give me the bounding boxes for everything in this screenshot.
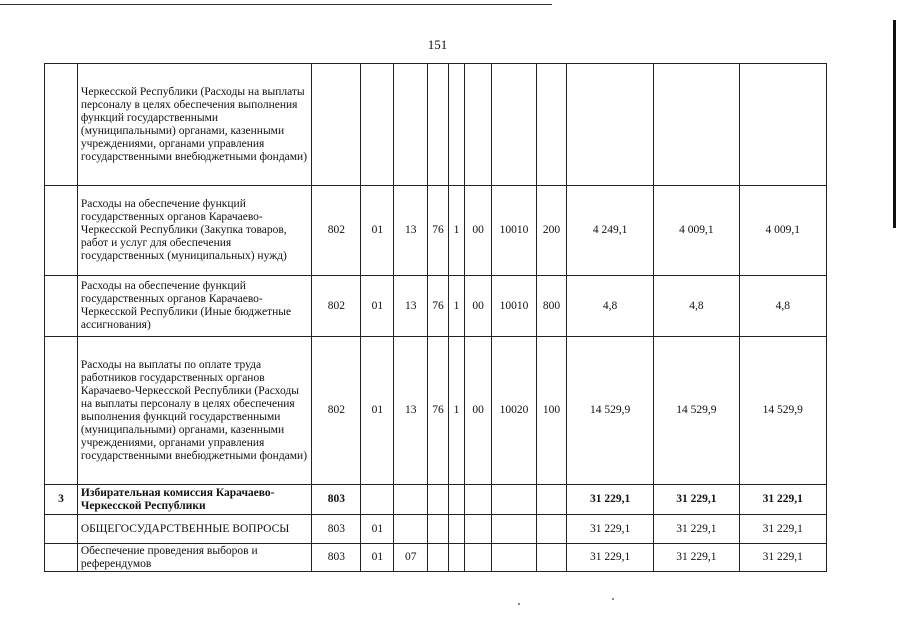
direction-code: 00 (465, 276, 492, 337)
section-code: 01 (361, 515, 394, 544)
row-index (45, 186, 78, 276)
expense-item-code: 10020 (491, 337, 536, 485)
subsection-code: 13 (394, 186, 428, 276)
row-description: ОБЩЕГОСУДАРСТВЕННЫЕ ВОПРОСЫ (77, 515, 311, 544)
amount-year-1: 31 229,1 (566, 544, 653, 572)
section-code (361, 64, 394, 186)
expense-type-code (537, 64, 567, 186)
table-row (45, 544, 827, 572)
amount-year-2: 31 229,1 (654, 485, 739, 515)
expense-item-code: 10010 (491, 186, 536, 276)
amount-year-3: 4,8 (739, 276, 826, 337)
table-row (45, 515, 827, 544)
expense-type-code: 100 (537, 337, 567, 485)
ministry-code: 802 (312, 276, 361, 337)
subsection-code (394, 485, 428, 515)
subsection-code: 07 (394, 544, 428, 572)
ministry-code (312, 64, 361, 186)
subprogram-code (448, 515, 464, 544)
subprogram-code: 1 (448, 276, 464, 337)
row-description: Расходы на выплаты по оплате труда работников государственных органов Карачаево-Черкесской Республики (Расходы на выплаты персоналу в целях обеспечения выполнения функций государственными (муниципальными) органами, казенными учреждениями, органами управления государственными внебюджетными фондами) (77, 337, 311, 485)
section-code: 01 (361, 544, 394, 572)
amount-year-2: 14 529,9 (654, 337, 739, 485)
table-row (45, 186, 827, 276)
row-description: Черкесской Республики (Расходы на выплаты персоналу в целях обеспечения выполнения функций государственными (муниципальными) органами, казенными учреждениями, органами управления государственными внебюджетными фондами) (77, 64, 311, 186)
amount-year-3: 14 529,9 (739, 337, 826, 485)
direction-code (465, 485, 492, 515)
expense-item-code (491, 515, 536, 544)
direction-code (465, 515, 492, 544)
section-code (361, 485, 394, 515)
amount-year-3 (739, 64, 826, 186)
direction-code: 00 (465, 337, 492, 485)
row-index (45, 544, 78, 572)
table-row (45, 485, 827, 515)
direction-code (465, 64, 492, 186)
amount-year-2: 4,8 (654, 276, 739, 337)
amount-year-2: 31 229,1 (654, 544, 739, 572)
program-code (428, 544, 449, 572)
subprogram-code (448, 485, 464, 515)
section-code: 01 (361, 337, 394, 485)
expense-type-code (537, 544, 567, 572)
row-index (45, 337, 78, 485)
subsection-code: 13 (394, 337, 428, 485)
top-rule (0, 4, 552, 5)
program-code (428, 64, 449, 186)
subsection-code (394, 64, 428, 186)
row-index (45, 64, 78, 186)
expense-type-code (537, 515, 567, 544)
subsection-code (394, 515, 428, 544)
row-description: Расходы на обеспечение функций государственных органов Карачаево-Черкесской Республики (Закупка товаров, работ и услуг для обеспечения государственных (муниципальных) нужд) (77, 186, 311, 276)
ministry-code: 802 (312, 186, 361, 276)
scan-speck (518, 603, 520, 605)
row-description: Избирательная комиссия Карачаево-Черкесской Республики (77, 485, 311, 515)
expense-item-code: 10010 (491, 276, 536, 337)
table-row (45, 276, 827, 337)
amount-year-1: 4,8 (566, 276, 653, 337)
expense-type-code: 800 (537, 276, 567, 337)
program-code: 76 (428, 186, 449, 276)
expense-type-code: 200 (537, 186, 567, 276)
amount-year-3: 31 229,1 (739, 515, 826, 544)
ministry-code: 803 (312, 485, 361, 515)
amount-year-1 (566, 64, 653, 186)
amount-year-3: 4 009,1 (739, 186, 826, 276)
budget-table (44, 63, 827, 572)
amount-year-1: 14 529,9 (566, 337, 653, 485)
direction-code (465, 544, 492, 572)
section-code: 01 (361, 186, 394, 276)
row-index (45, 276, 78, 337)
amount-year-2: 31 229,1 (654, 515, 739, 544)
expense-type-code (537, 485, 567, 515)
program-code: 76 (428, 276, 449, 337)
expense-item-code (491, 485, 536, 515)
amount-year-3: 31 229,1 (739, 544, 826, 572)
section-code: 01 (361, 276, 394, 337)
table-row (45, 337, 827, 485)
row-index (45, 515, 78, 544)
subprogram-code: 1 (448, 337, 464, 485)
amount-year-2 (654, 64, 739, 186)
expense-item-code (491, 544, 536, 572)
expense-item-code (491, 64, 536, 186)
scan-edge-mark (893, 20, 896, 228)
scan-speck (612, 598, 614, 600)
ministry-code: 802 (312, 337, 361, 485)
amount-year-1: 31 229,1 (566, 515, 653, 544)
ministry-code: 803 (312, 515, 361, 544)
ministry-code: 803 (312, 544, 361, 572)
row-description: Обеспечение проведения выборов и референдумов (77, 544, 311, 572)
subprogram-code (448, 64, 464, 186)
program-code: 76 (428, 337, 449, 485)
amount-year-1: 31 229,1 (566, 485, 653, 515)
subprogram-code (448, 544, 464, 572)
page-number: 151 (427, 37, 448, 52)
amount-year-1: 4 249,1 (566, 186, 653, 276)
row-description: Расходы на обеспечение функций государственных органов Карачаево-Черкесской Республики (Иные бюджетные ассигнования) (77, 276, 311, 337)
direction-code: 00 (465, 186, 492, 276)
program-code (428, 485, 449, 515)
amount-year-3: 31 229,1 (739, 485, 826, 515)
row-index: 3 (45, 485, 78, 515)
subprogram-code: 1 (448, 186, 464, 276)
program-code (428, 515, 449, 544)
table-row (45, 64, 827, 186)
amount-year-2: 4 009,1 (654, 186, 739, 276)
subsection-code: 13 (394, 276, 428, 337)
